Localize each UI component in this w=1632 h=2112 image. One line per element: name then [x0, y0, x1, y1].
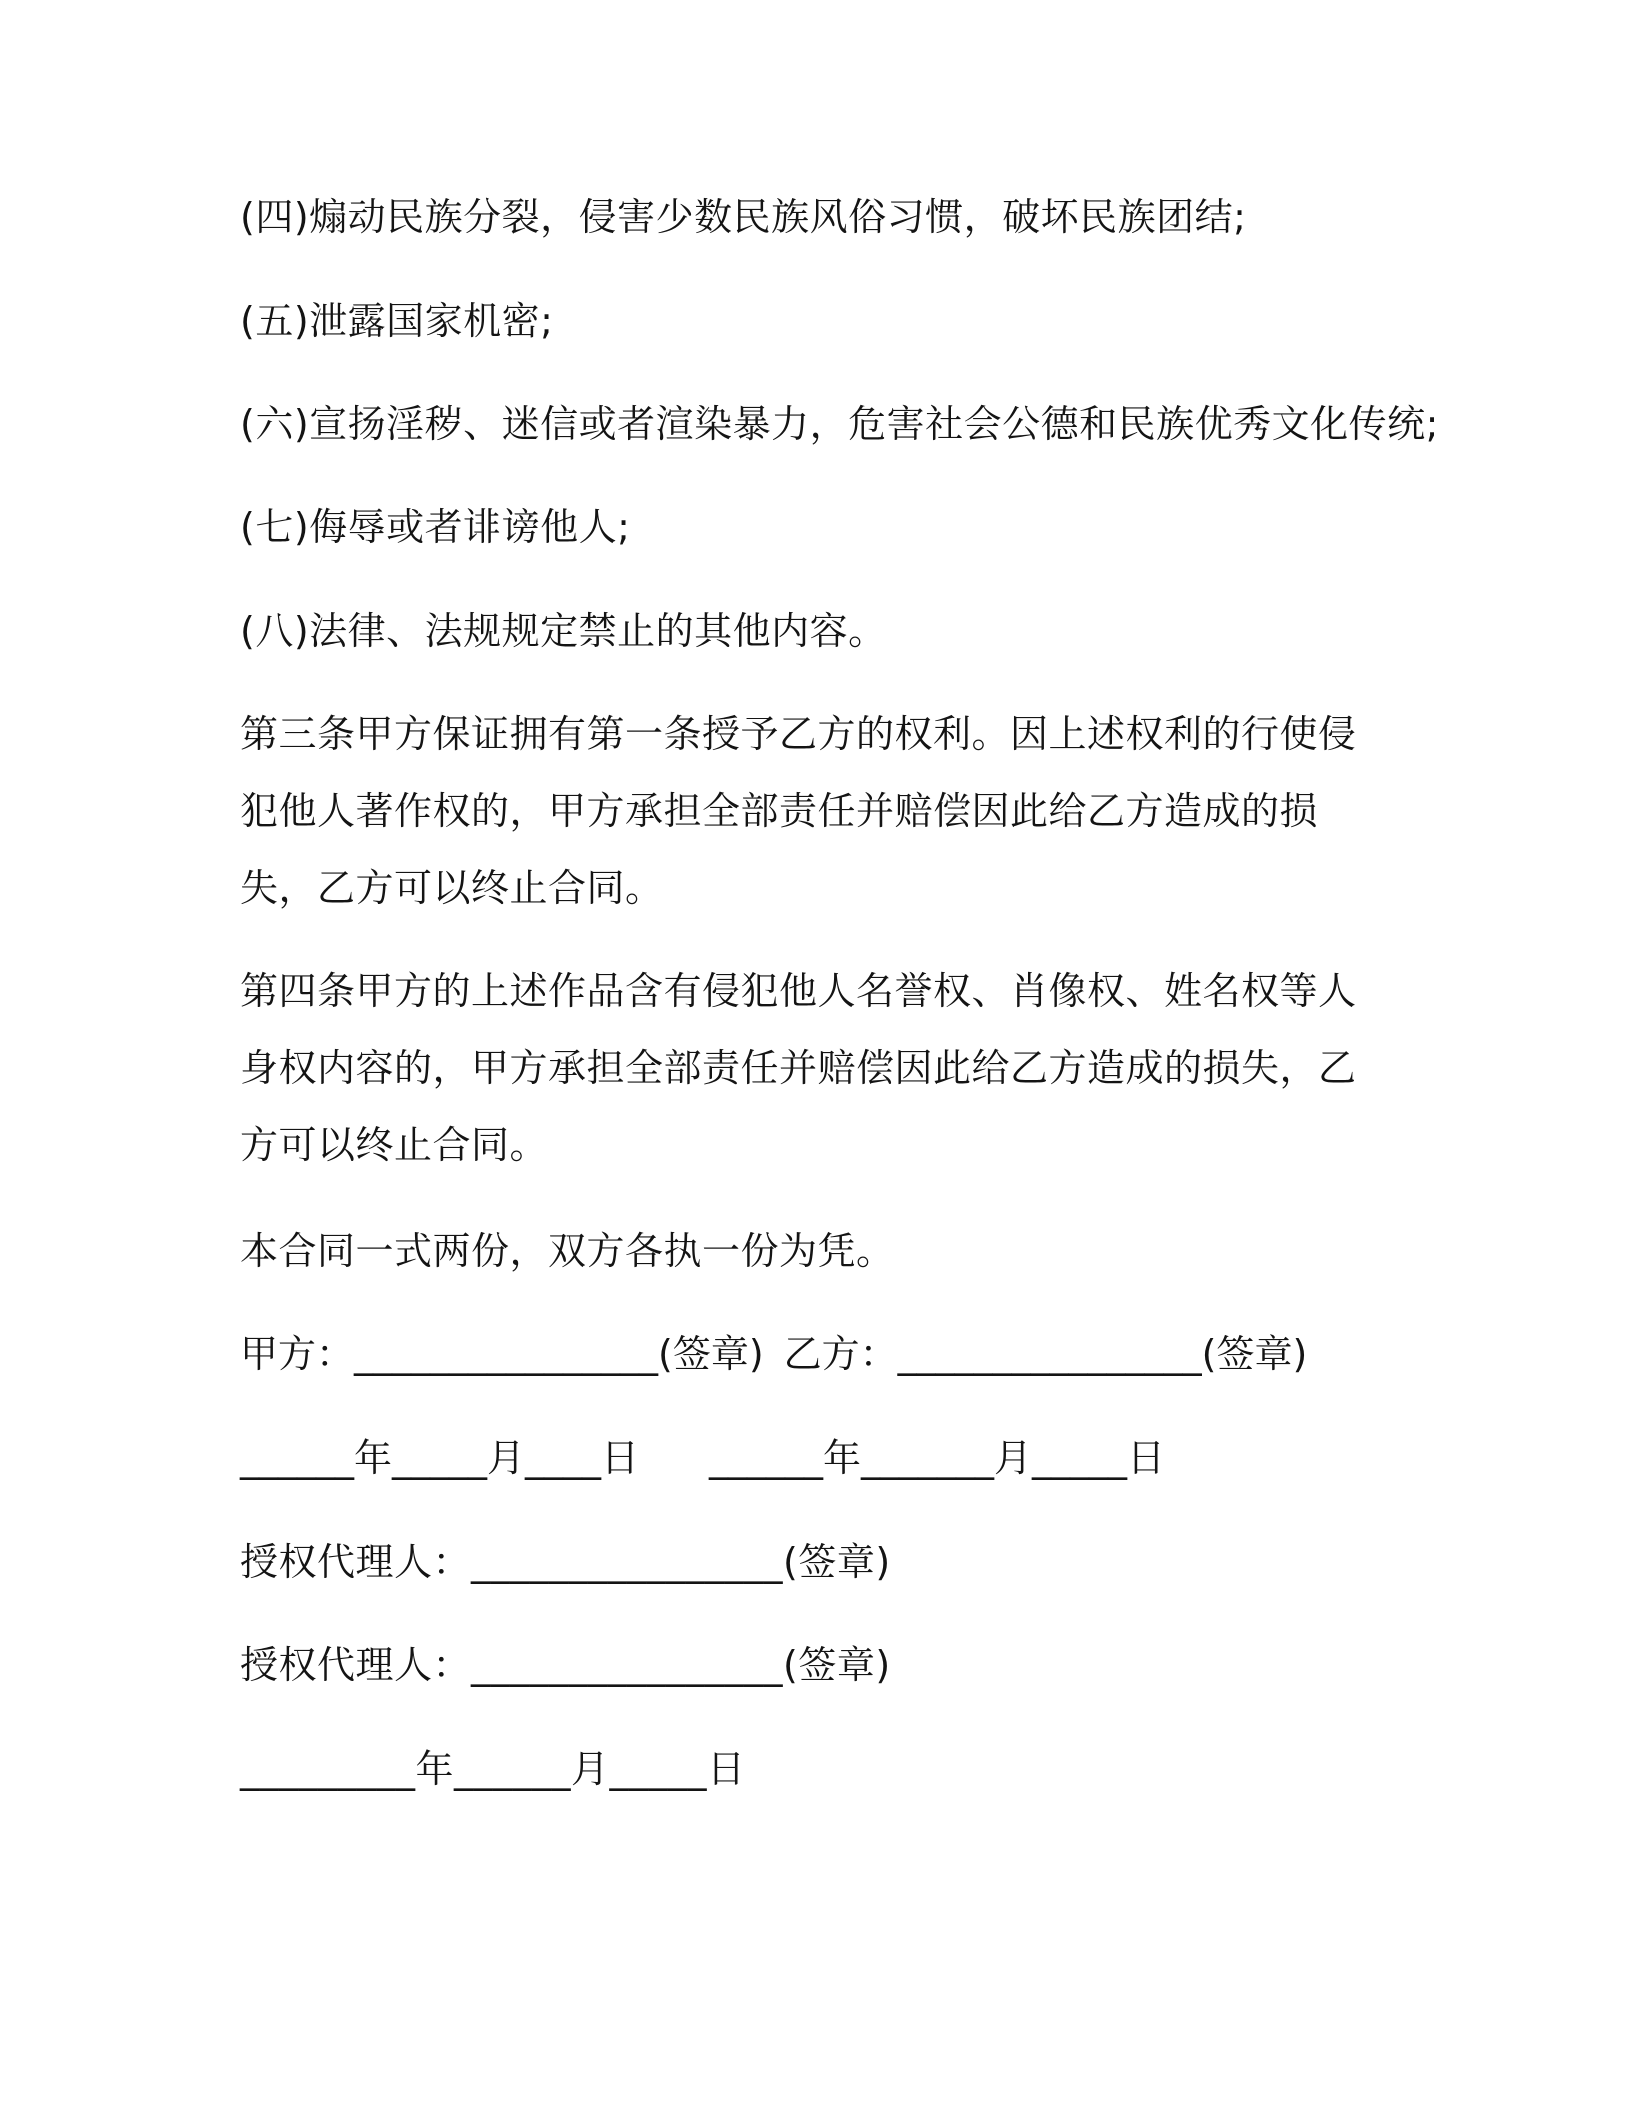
article-3: 第三条甲方保证拥有第一条授予乙方的权利。因上述权利的行使侵犯他人著作权的，甲方承担全部责任并赔偿因此给乙方造成的损失，乙方可以终止合同。 — [240, 712, 1357, 910]
article-4: 第四条甲方的上述作品含有侵犯他人名誉权、肖像权、姓名权等人身权内容的，甲方承担全部责任并赔偿因此给乙方造成的损失，乙方可以终止合同。 — [240, 969, 1357, 1167]
party-signatures-row — [240, 1329, 1307, 1379]
party-dates-row — [240, 1433, 1165, 1483]
clause-item-6: (六)宣扬淫秽、迷信或者渲染暴力，危害社会公德和民族优秀文化传统; — [240, 402, 1439, 446]
clause-item-8: (八)法律、法规规定禁止的其他内容。 — [240, 609, 887, 653]
clause-item-4: (四)煽动民族分裂，侵害少数民族风俗习惯，破坏民族团结; — [240, 195, 1247, 239]
copies-statement: 本合同一式两份，双方各执一份为凭。 — [240, 1229, 895, 1273]
clause-item-7: (七)侮辱或者诽谤他人; — [240, 505, 631, 549]
party-b-signature: 乙方：________________(签章) — [783, 1332, 1308, 1376]
party-a-signature: 甲方：________________(签章) — [240, 1332, 764, 1376]
agent-signature-2: 授权代理人：________________(签章) — [240, 1643, 891, 1687]
party-a-date: ______年_____月____日 — [240, 1436, 640, 1480]
final-date: _________年______月_____日 — [240, 1747, 746, 1791]
clause-item-5: (五)泄露国家机密; — [240, 299, 554, 343]
agent-signature-1: 授权代理人：________________(签章) — [240, 1540, 891, 1584]
party-b-date: ______年_______月_____日 — [709, 1436, 1166, 1480]
